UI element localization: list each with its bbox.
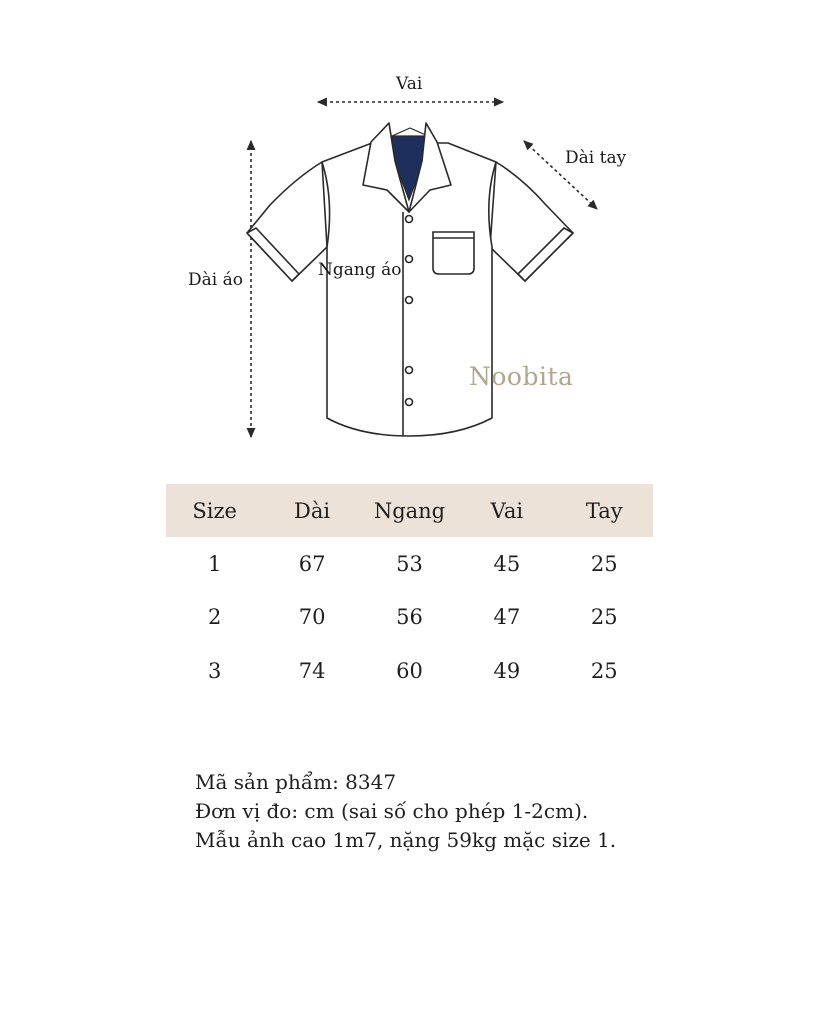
size-table <box>166 484 653 698</box>
shirt-measurement-diagram <box>0 0 819 460</box>
product-code: Mã sản phẩm: 8347 <box>195 770 397 794</box>
cell-shoulder: 49 <box>493 658 521 683</box>
table-row <box>166 537 653 591</box>
header-size: Size <box>192 498 237 523</box>
header-width: Ngang <box>373 498 446 523</box>
cell-length: 74 <box>298 658 326 683</box>
shirt-length-label: Dài áo <box>188 270 243 290</box>
hanger-loop <box>392 128 428 136</box>
shirt-drawing <box>0 0 819 460</box>
button <box>406 256 413 263</box>
cell-width: 53 <box>396 551 423 576</box>
button <box>406 399 413 406</box>
cell-width: 56 <box>396 605 423 630</box>
cell-sleeve: 25 <box>590 658 618 683</box>
header-length: Dài <box>294 498 331 523</box>
chest-width-label: Ngang áo <box>318 260 402 280</box>
cell-sleeve: 25 <box>590 605 618 630</box>
cell-sleeve: 25 <box>590 551 618 576</box>
cell-shoulder: 47 <box>493 605 521 630</box>
cell-length: 67 <box>298 551 326 576</box>
header-shoulder: Vai <box>490 498 524 523</box>
sleeve-length-label: Dài tay <box>565 148 627 168</box>
brand-watermark: Noobita <box>469 362 574 391</box>
shoulder-label: Vai <box>396 74 423 94</box>
cell-length: 70 <box>298 605 326 630</box>
table-row <box>166 644 653 698</box>
measurement-unit-note: Đơn vị đo: cm (sai số cho phép 1-2cm). <box>195 799 589 823</box>
product-notes <box>195 768 616 855</box>
button <box>406 216 413 223</box>
size-table-header <box>166 484 653 537</box>
model-info: Mẫu ảnh cao 1m7, nặng 59kg mặc size 1. <box>195 828 617 852</box>
cell-shoulder: 45 <box>493 551 521 576</box>
cell-size: 2 <box>208 605 222 630</box>
table-row <box>166 591 653 645</box>
button <box>406 297 413 304</box>
cell-size: 1 <box>208 551 222 576</box>
header-sleeve: Tay <box>585 498 623 523</box>
button <box>406 367 413 374</box>
cell-width: 60 <box>396 658 423 683</box>
cell-size: 3 <box>208 658 222 683</box>
